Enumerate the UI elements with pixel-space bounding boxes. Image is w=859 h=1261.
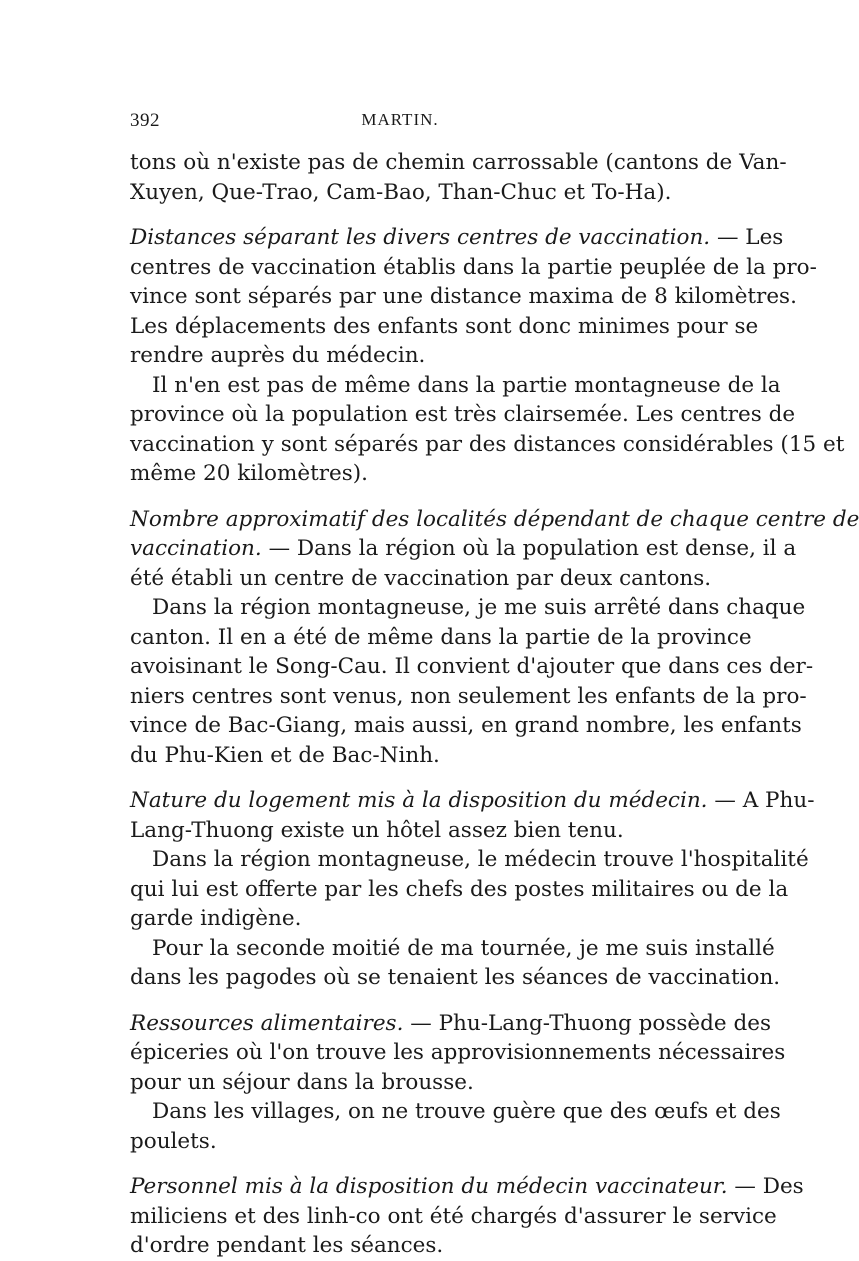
line-text: poulets. [130,1128,217,1154]
line-text: rendre auprès du médecin. [130,343,426,368]
text-line [130,253,817,283]
text-line [130,371,781,401]
line-text: garde indigène. [130,906,302,931]
line-text: qui lui est offerte par les chefs des postes militaires ou de la [130,876,789,902]
text-line [130,1038,786,1068]
text-line [130,564,712,594]
line-text: été établi un centre de vaccination par deux cantons. [130,565,712,591]
text-line [130,400,796,430]
paragraph-gap [130,489,670,505]
paragraph [130,505,859,594]
text-line [130,1068,670,1098]
line-text: vaccination y sont séparés par des distances considérables (15 et [130,431,845,457]
line-text: — Les [710,225,784,250]
page-number: 392 [130,110,160,131]
text-line [130,1009,771,1039]
section-heading: Distances séparant les divers centres de vaccination. [130,225,711,250]
line-text: canton. Il en a été de même dans la partie de la province [130,624,752,650]
text-line [130,786,815,816]
line-text: — Dans la région où la population est dense, il a [261,536,797,561]
text-line [130,593,806,623]
line-text: Dans les villages, on ne trouve guère que des œufs et des [152,1099,781,1124]
text-line [130,534,797,564]
paragraph [130,1009,786,1098]
text-line [130,623,752,653]
section-heading: Personnel mis à la disposition du médecin vaccinateur. [130,1174,728,1199]
text-line [130,963,781,993]
text-line [130,430,845,460]
text-line [130,223,784,253]
line-text: Dans la région montagneuse, je me suis arrêté dans chaque [152,595,806,620]
line-text: même 20 kilomètres). [130,461,368,486]
text-line [130,1231,670,1261]
section-heading: Ressources alimentaires. [130,1010,404,1036]
text-line [130,505,859,535]
text-line [130,652,814,682]
line-text: Les déplacements des enfants sont donc minimes pour se [130,313,759,339]
line-text: pour un séjour dans la brousse. [130,1069,474,1095]
paragraph-gap [130,993,670,1009]
text-line [130,682,807,712]
paragraph [130,148,787,207]
paragraph-gap [130,207,670,223]
section-heading: vaccination. [130,536,262,561]
text-line [130,178,670,208]
text-line [130,148,787,178]
paragraph-gap [130,770,670,786]
line-text: avoisinant le Song-Cau. Il convient d'ajouter que dans ces der- [130,654,814,679]
line-text: — A Phu- [707,788,815,813]
paragraph [130,371,845,489]
line-text: Il n'en est pas de même dans la partie montagneuse de la [152,372,781,398]
section-heading: Nombre approximatif des localités dépendant de chaque centre de [130,506,859,532]
line-text: Pour la seconde moitié de ma tournée, je me suis installé [152,935,775,961]
paragraph [130,1172,804,1261]
text-line [130,1127,670,1157]
paragraph-gap [130,1156,670,1172]
line-text: Dans la région montagneuse, le médecin trouve l'hospitalité [152,847,809,872]
line-text: miliciens et des linh-co ont été chargés d'assurer le service [130,1203,777,1229]
line-text: province où la population est très clairsemée. Les centres de [130,402,796,427]
line-text: — Des [727,1174,804,1199]
line-text: — Phu-Lang-Thuong possède des [403,1010,771,1036]
text-line [130,1172,804,1202]
paragraph [130,786,815,845]
page-header [130,110,670,140]
text-line [130,816,670,846]
line-text: vince de Bac-Giang, mais aussi, en grand nombre, les enfants [130,713,802,738]
text-line [130,845,809,875]
line-text: niers centres sont venus, non seulement les enfants de la pro- [130,683,807,709]
line-text: Lang-Thuong existe un hôtel assez bien tenu. [130,817,624,843]
line-text: vince sont séparés par une distance maxima de 8 kilomètres. [130,284,797,309]
paragraph [130,223,817,371]
paragraph [130,1097,781,1156]
text-line [130,904,670,934]
text-line [130,312,759,342]
line-text: épiceries où l'on trouve les approvisionnements nécessaires [130,1040,786,1065]
line-text: Xuyen, Que-Trao, Cam-Bao, Than-Chuc et To-Ha). [130,179,672,205]
paragraph [130,934,781,993]
text-line [130,741,670,771]
line-text: d'ordre pendant les séances. [130,1233,444,1258]
line-text: centres de vaccination établis dans la partie peuplée de la pro- [130,254,817,280]
text-line [130,459,670,489]
text-line [130,341,670,371]
text-line [130,875,789,905]
line-text: dans les pagodes où se tenaient les séances de vaccination. [130,965,781,990]
running-title: MARTIN. [361,110,439,129]
line-text: tons où n'existe pas de chemin carrossable (cantons de Van- [130,150,787,175]
text-line [130,711,802,741]
section-heading: Nature du logement mis à la disposition du médecin. [130,788,708,813]
text-line [130,282,797,312]
text-line [130,934,775,964]
paragraph [130,845,809,934]
page-body [130,148,859,1261]
line-text: du Phu-Kien et de Bac-Ninh. [130,742,440,768]
text-line [130,1202,777,1232]
paragraph [130,593,814,770]
text-line [130,1097,781,1127]
